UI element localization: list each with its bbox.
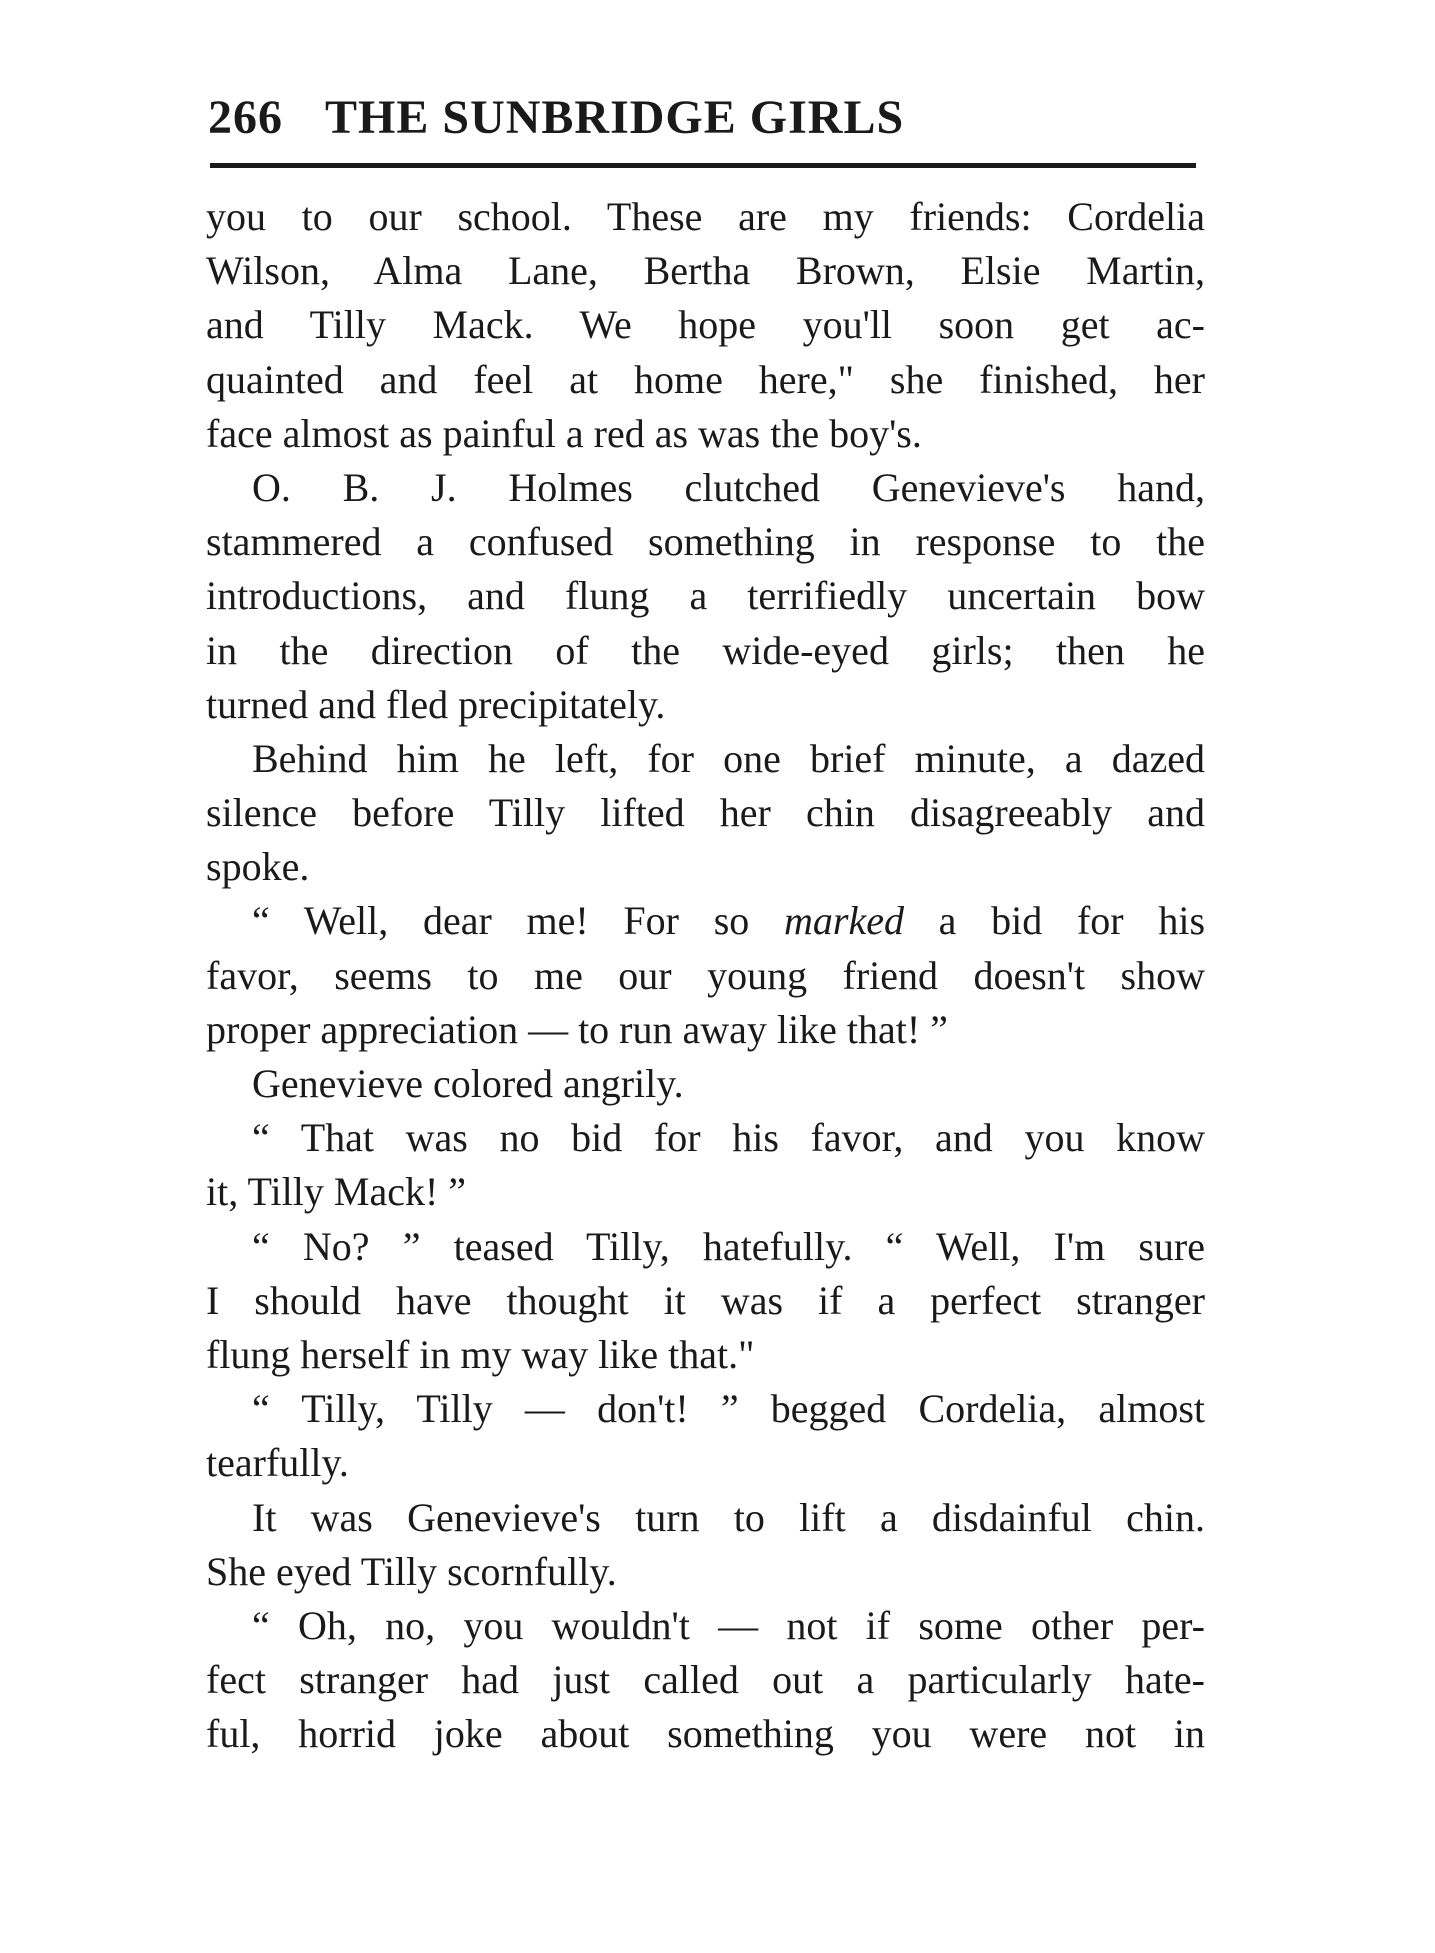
text-line: face almost as painful a red as was the boy's. xyxy=(206,410,922,456)
page-number: 266 xyxy=(208,91,283,144)
running-head xyxy=(208,82,1208,154)
body-text xyxy=(206,190,1205,1761)
emphasized-word: marked xyxy=(784,898,904,944)
text-line: stammered a confused something in response to the xyxy=(206,519,1205,565)
text-line: turned and fled precipitately. xyxy=(206,681,666,727)
text-line: I should have thought it was if a perfect stranger xyxy=(206,1277,1205,1323)
header-rule xyxy=(210,163,1196,168)
text-line: ful, horrid joke about something you were not in xyxy=(206,1711,1205,1757)
text-segment: a bid for his xyxy=(903,898,1205,944)
text-line: “ Oh, no, you wouldn't — not if some other per- xyxy=(252,1602,1205,1648)
text-line xyxy=(206,894,1205,948)
text-line: it, Tilly Mack! ” xyxy=(206,1169,467,1215)
text-line: tearfully. xyxy=(206,1440,349,1486)
text-line: Wilson, Alma Lane, Bertha Brown, Elsie Martin, xyxy=(206,248,1205,294)
text-line: in the direction of the wide-eyed girls; then he xyxy=(206,627,1205,673)
text-segment: “ Well, dear me! For so xyxy=(252,898,784,944)
book-title: THE SUNBRIDGE GIRLS xyxy=(325,91,905,144)
text-line: “ That was no bid for his favor, and you know xyxy=(252,1115,1205,1161)
text-line: spoke. xyxy=(206,844,310,890)
text-line: flung herself in my way like that." xyxy=(206,1331,755,1377)
text-line: introductions, and flung a terrifiedly uncertain bow xyxy=(206,573,1205,619)
text-line: favor, seems to me our young friend doesn't show xyxy=(206,952,1205,998)
text-line: O. B. J. Holmes clutched Genevieve's hand, xyxy=(252,464,1205,510)
text-line: fect stranger had just called out a particularly hate- xyxy=(206,1657,1205,1703)
text-line: “ Tilly, Tilly — don't! ” begged Cordelia, almost xyxy=(252,1386,1205,1432)
text-line: It was Genevieve's turn to lift a disdainful chin. xyxy=(252,1494,1205,1540)
text-line: Genevieve colored angrily. xyxy=(252,1061,684,1106)
text-line: “ No? ” teased Tilly, hatefully. “ Well, I'm sure xyxy=(252,1223,1205,1269)
text-line: and Tilly Mack. We hope you'll soon get ac- xyxy=(206,302,1205,348)
text-line: you to our school. These are my friends: Cordelia xyxy=(206,194,1205,239)
text-line: She eyed Tilly scornfully. xyxy=(206,1548,617,1594)
text-line: proper appreciation — to run away like that! ” xyxy=(206,1006,948,1052)
text-line: silence before Tilly lifted her chin disagreeably and xyxy=(206,790,1205,836)
text-line: Behind him he left, for one brief minute, a dazed xyxy=(252,735,1205,781)
text-line: quainted and feel at home here," she finished, her xyxy=(206,356,1205,402)
